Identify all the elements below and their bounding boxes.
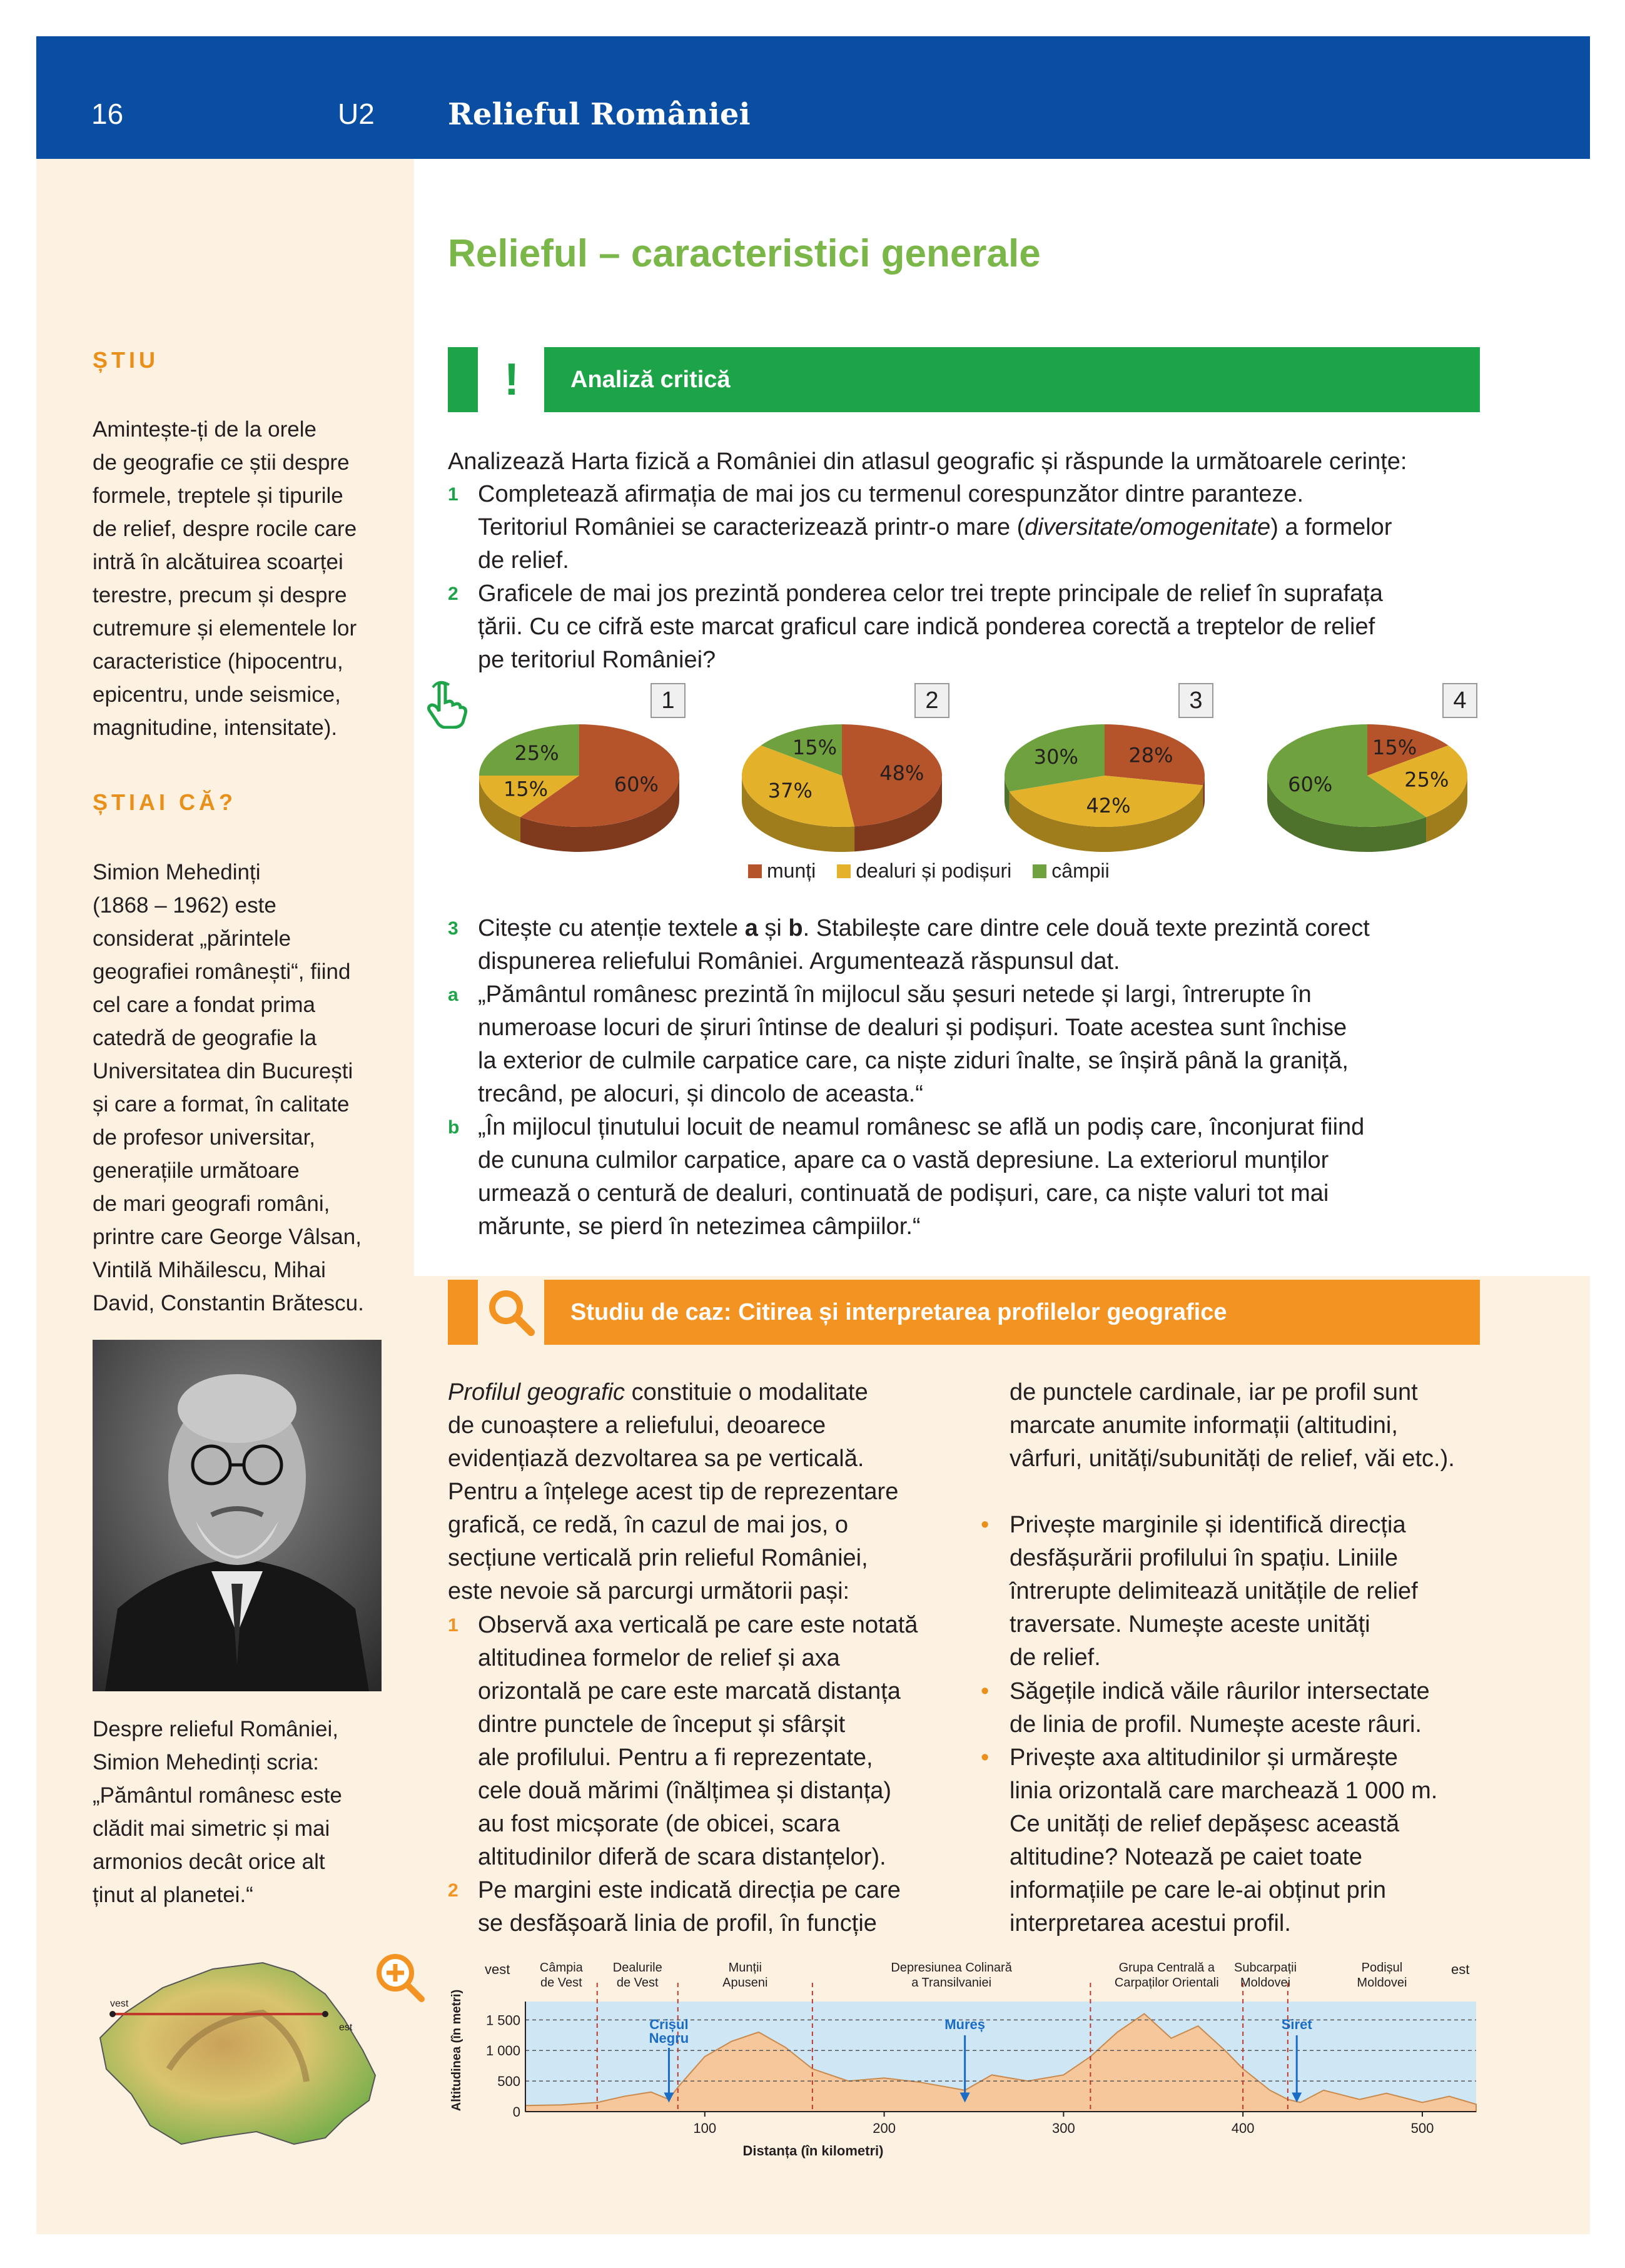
step-2-number: 2: [448, 1880, 458, 1901]
task-2-number: 2: [448, 584, 458, 604]
text-b: „În mijlocul ținutului locuit de neamul românesc se află un podiș care, înconjurat fiind de cununa culmilor carpatice, apare ca o vastă depresiune. La exteriorul munților urmează o centură de dealuri, continuată de podișuri, care, ca niște valuri tot mai mărunte, se pierd în netezimea câmpiilor.“: [478, 1114, 1365, 1240]
pie-chart-4: [1267, 724, 1467, 852]
pie-4-label-0: 15%: [1372, 736, 1417, 760]
profile-chart-svg: [438, 1958, 1489, 2164]
lesson-title: Relieful – caracteristici generale: [448, 232, 1041, 275]
chart-1-number: 1: [651, 683, 686, 718]
pie-legend: [748, 859, 1110, 883]
x-tick-400: 400: [1231, 2120, 1255, 2136]
step-1-number: 1: [448, 1615, 458, 1636]
river-1-name: Mureș: [944, 2017, 986, 2032]
unit-label: U2: [338, 98, 375, 130]
map-east-label: est: [339, 2022, 353, 2033]
y-axis-label: Altitudinea (în metri): [450, 1989, 463, 2112]
river-2-name: Siret: [1281, 2017, 1312, 2032]
unit-label-4-line2: Carpaților Orientali: [1114, 1976, 1219, 1990]
step-1-text: Observă axa verticală pe care este notată altitudinea formelor de relief și axa orizontală pe care este marcată distanța dintre punctele de început și sfârșit ale profilului. Pentru a fi reprezentate, cele două mărimi (înălțimea și distanța) au fost micșorate (de obicei, scara altitudinilor diferă de scara distanțelor).: [478, 1612, 918, 1870]
legend-dealuri: dealuri și podișuri: [837, 859, 1011, 883]
unit-label-2-line1: Munții: [728, 1961, 762, 1975]
bullet-3-text: Privește axa altitudinilor și urmărește linia orizontală care marchează 1 000 m. Ce unități de relief depășesc această altitudine? Notează pe caiet toate informațiile pe care le-ai obținut prin interpretarea acestui profil.: [1010, 1744, 1438, 1936]
x-tick-100: 100: [693, 2120, 717, 2136]
case-study-bar-left: [448, 1280, 478, 1345]
pie-1-label-0: 60%: [614, 772, 659, 797]
pie-4-label-1: 25%: [1404, 767, 1449, 792]
x-axis-label: Distanța (în kilometri): [742, 2143, 884, 2159]
bullet-1-marker: •: [981, 1512, 990, 1538]
pie-chart-2: [742, 724, 942, 852]
unit-label-1-line1: Dealurile: [612, 1961, 662, 1975]
profile-east-label: est: [1451, 1962, 1470, 1977]
bullet-2-text: Săgețile indică văile râurilor intersectate de linia de profil. Numește aceste râuri.: [1010, 1678, 1430, 1738]
legend-munti: munți: [748, 859, 816, 883]
pie-3-label-0: 28%: [1128, 743, 1173, 767]
unit-label-0-line2: de Vest: [540, 1976, 582, 1990]
pie-1-label-2: 25%: [514, 741, 559, 766]
y-tick-1 000: 1 000: [485, 2043, 520, 2059]
task-1-text: Completează afirmația de mai jos cu termenul corespunzător dintre paranteze. Teritoriul României se caracterizează printr-o mare (diversitate/omogenitate) a formelor de relief.: [478, 481, 1392, 574]
mehedinti-quote: Despre relieful României, Simion Mehedinți scria: „Pământul românesc este clădit mai simetric și mai armonios decât orice alt ținut al planetei.“: [93, 1717, 342, 1907]
task-2-text: Graficele de mai jos prezintă ponderea celor trei trepte principale de relief în suprafața țării. Cu ce cifră este marcat graficul care indică ponderea corectă a treptelor de relief pe teritoriul României?: [478, 580, 1383, 673]
chart-2-number: 2: [914, 683, 949, 718]
task-3-number: 3: [448, 918, 458, 939]
pie-4-label-2: 60%: [1288, 772, 1333, 797]
pie-2-label-2: 15%: [792, 736, 837, 760]
bullet-2-marker: •: [981, 1678, 990, 1704]
text-b-label: b: [448, 1117, 460, 1138]
step-2-continuation: de punctele cardinale, iar pe profil sunt marcate anumite informații (altitudini, vârfuri, unități/subunități de relief, văi etc.).: [1010, 1379, 1455, 1472]
unit-label-1-line2: de Vest: [616, 1976, 659, 1990]
task-3-text: Citește cu atenție textele a și b. Stabilește care dintre cele două texte prezintă corect dispunerea reliefului României. Argumentează răspunsul dat.: [478, 915, 1370, 975]
chart-3-number: 3: [1178, 683, 1213, 718]
case-study-intro: Profilul geografic constituie o modalitate de cunoaștere a reliefului, deoarece evidențiază dezvoltarea sa pe verticală. Pentru a înțelege acest tip de reprezentare grafică, ce redă, în cazul de mai jos, o secțiune verticală prin relieful României, este nevoie să parcurgi următorii pași:: [448, 1379, 899, 1604]
pie-chart-1: [479, 724, 679, 852]
text-a-label: a: [448, 985, 458, 1005]
unit-label-5-line2: Moldovei: [1240, 1976, 1291, 1990]
x-tick-300: 300: [1052, 2120, 1075, 2136]
unit-label-6-line2: Moldovei: [1357, 1976, 1407, 1990]
step-2-text: Pe margini este indicată direcția pe care se desfășoară linia de profil, în funcție: [478, 1877, 901, 1936]
unit-label-4-line1: Grupa Centrală a: [1118, 1961, 1215, 1975]
analysis-heading: Analiză critică: [544, 347, 1480, 412]
bullet-3-marker: •: [981, 1744, 990, 1771]
stiai-ca-heading: ȘTIAI CĂ?: [93, 789, 236, 815]
analysis-intro: Analizează Harta fizică a României din atlasul geografic și răspunde la următoarele cerințe:: [448, 448, 1407, 475]
x-tick-200: 200: [873, 2120, 896, 2136]
profile-west-label: vest: [485, 1962, 510, 1977]
zoom-in-icon[interactable]: [373, 1950, 425, 2003]
pie-1-label-1: 15%: [503, 777, 549, 801]
profile-chart: [438, 1958, 1489, 2164]
pie-2-label-0: 48%: [879, 761, 924, 785]
bullet-1-text: Privește marginile și identifică direcția desfășurării profilului în spațiu. Liniile întrerupte delimitează unitățile de relief traversate. Numește aceste unități de relief.: [1010, 1512, 1418, 1671]
pie-2-label-1: 37%: [767, 779, 812, 803]
text-a: „Pământul românesc prezintă în mijlocul său șesuri netede și largi, întrerupte în numeroase locuri de șiruri întinse de dealuri și podișuri. Toate acestea sunt închise la exterior de culmile carpatice care, ca niște ziduri înalte, se înșiră până la graniță, trecând, pe alocuri, și dincolo de aceasta.“: [478, 981, 1349, 1107]
unit-label-0-line1: Câmpia: [539, 1961, 583, 1975]
unit-label-6-line1: Podișul: [1361, 1961, 1403, 1975]
analysis-bar-left: [448, 347, 478, 412]
pie-chart-3: [1005, 724, 1205, 852]
romania-map: [88, 1944, 394, 2157]
map-west-label: vest: [110, 1998, 129, 2009]
pie-3-label-2: 30%: [1033, 745, 1078, 769]
unit-label-3-line2: a Transilvaniei: [911, 1976, 992, 1990]
portrait-photo: [93, 1340, 382, 1691]
river-0-name-line2: Negru: [649, 2030, 689, 2046]
river-0-name: Crișul: [649, 2017, 689, 2032]
stiu-text: Amintește-ți de la orele de geografie ce știi despre formele, treptele și tipurile de relief, despre rocile care intră în alcătuirea scoarței terestre, precum și despre cutremure și elementele lor caracteristice (hipocentru, epicentru, unde seismice, magnitudine, intensitate).: [93, 417, 357, 740]
stiai-ca-text: Simion Mehedinți (1868 – 1962) este considerat „părintele geografiei românești“, fiind cel care a fondat prima catedră de geografie la Universitatea din București și care a format, în calitate de profesor universitar, generațiile următoare de mari geografi români, printre care George Vâlsan, Vintilă Mihăilescu, Mihai David, Constantin Brătescu.: [93, 860, 364, 1315]
x-tick-500: 500: [1410, 2120, 1434, 2136]
search-icon: [478, 1280, 544, 1345]
unit-label-2-line2: Apuseni: [722, 1976, 768, 1990]
y-tick-1 500: 1 500: [485, 2012, 520, 2028]
task-1-number: 1: [448, 484, 458, 505]
exclamation-icon: !: [504, 355, 519, 405]
case-study-heading: Studiu de caz: Citirea și interpretarea profilelor geografice: [544, 1280, 1480, 1345]
legend-campii: câmpii: [1033, 859, 1109, 883]
page-header: [36, 36, 1590, 159]
y-tick-500: 500: [497, 2073, 520, 2090]
chapter-title: Relieful României: [448, 97, 751, 132]
unit-label-5-line1: Subcarpații: [1233, 1961, 1297, 1975]
chart-4-number: 4: [1442, 683, 1477, 718]
pie-3-label-1: 42%: [1086, 794, 1131, 818]
y-tick-0: 0: [512, 2104, 520, 2120]
stiu-heading: ȘTIU: [93, 347, 159, 373]
page-number: 16: [91, 98, 124, 130]
unit-label-3-line1: Depresiunea Colinară: [891, 1961, 1012, 1975]
